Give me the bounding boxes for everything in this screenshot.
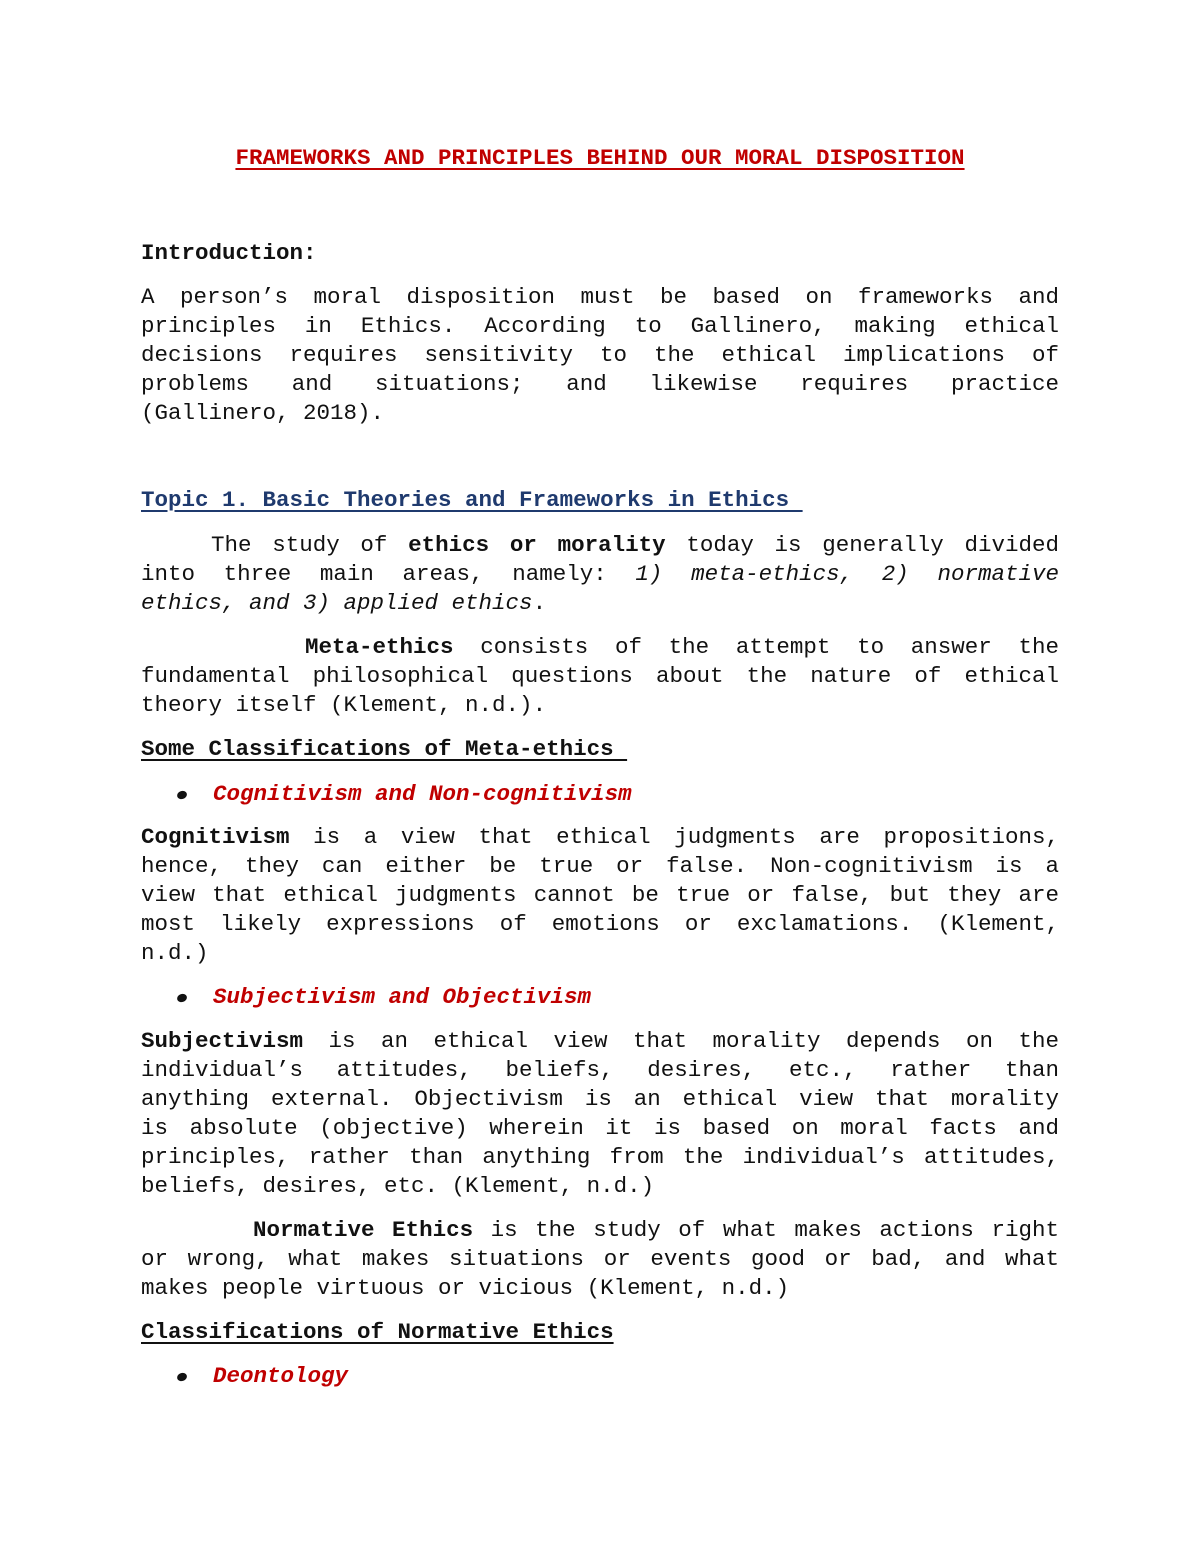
- bullet-label-subjectivism: Subjectivism and Objectivism: [213, 984, 592, 1010]
- cognitivism-paragraph: [141, 823, 1059, 968]
- meta-ethics-term: Meta-ethics: [305, 634, 454, 660]
- subj-line-5: principles, rather than anything from the individual’s attitudes,: [141, 1144, 1059, 1170]
- p1-line2-text: into three main areas, namely:: [141, 561, 636, 587]
- bullet-label-cognitivism: Cognitivism and Non-cognitivism: [213, 781, 632, 807]
- intro-line-1: A person’s moral disposition must be based on frameworks and: [141, 284, 1059, 310]
- p1-text-c: today is generally divided: [665, 532, 1059, 558]
- bullet-label-deontology: Deontology: [213, 1363, 349, 1389]
- intro-heading: Introduction:: [141, 240, 317, 266]
- meta-ethics-heading: Some Classifications of Meta-ethics: [141, 736, 628, 762]
- topic1-heading-block: [141, 486, 1059, 515]
- p2-line-2: fundamental philosophical questions about the nature of ethical: [141, 663, 1059, 689]
- subj-line-4: is absolute (objective) wherein it is based on moral facts and: [141, 1115, 1059, 1141]
- cog-line-2: hence, they can either be true or false. Non-cognitivism is a: [141, 853, 1059, 879]
- p1-line3-italic: ethics, and 3) applied ethics: [141, 590, 533, 616]
- subj-line1-rest: is an ethical view that morality depends on the: [303, 1028, 1059, 1054]
- cog-line-3: view that ethical judgments cannot be true or false, but they are: [141, 882, 1059, 908]
- subjectivism-paragraph: [141, 1027, 1059, 1201]
- p1-emphasis: ethics or morality: [408, 532, 666, 558]
- cog-line-5: n.d.): [141, 940, 209, 966]
- cog-line-4: most likely expressions of emotions or exclamations. (Klement,: [141, 911, 1059, 937]
- norm-heading-block: [141, 1318, 1059, 1347]
- intro-heading-block: [141, 239, 1059, 268]
- p1-line-2: [141, 560, 1059, 589]
- topic1-paragraph-2: [141, 633, 1059, 720]
- p1-line3-period: .: [532, 590, 547, 616]
- bullet-icon: [176, 1372, 188, 1383]
- p1-text-a: The study of: [211, 532, 409, 558]
- bullet-icon: [176, 993, 188, 1004]
- subj-line-2: individual’s attitudes, beliefs, desires, etc., rather than: [141, 1057, 1059, 1083]
- bullet-item-deontology: [141, 1362, 349, 1391]
- intro-line-3: decisions requires sensitivity to the ethical implications of: [141, 342, 1059, 368]
- topic1-paragraph-1: [141, 531, 1059, 618]
- normative-heading: Classifications of Normative Ethics: [141, 1319, 614, 1345]
- subjectivism-term: Subjectivism: [141, 1028, 304, 1054]
- p2-line-1: [141, 633, 1059, 662]
- cog-line-1: [141, 823, 1059, 852]
- norm-line-2: or wrong, what makes situations or events good or bad, and what: [141, 1246, 1059, 1272]
- p2-line1-rest: consists of the attempt to answer the: [453, 634, 1059, 660]
- norm-line-3: makes people virtuous or vicious (Klement, n.d.): [141, 1275, 790, 1301]
- intro-paragraph: [141, 283, 1059, 428]
- cognitivism-term: Cognitivism: [141, 824, 290, 850]
- meta-heading-block: [141, 735, 1059, 764]
- bullet-item-subjectivism: [141, 983, 592, 1012]
- subj-line-3: anything external. Objectivism is an ethical view that morality: [141, 1086, 1059, 1112]
- intro-line-2: principles in Ethics. According to Gallinero, making ethical: [141, 313, 1059, 339]
- p2-line-3: theory itself (Klement, n.d.).: [141, 692, 547, 718]
- norm-line-1: [141, 1216, 1059, 1245]
- cog-line1-rest: is a view that ethical judgments are propositions,: [289, 824, 1059, 850]
- subj-line-6: beliefs, desires, etc. (Klement, n.d.): [141, 1173, 655, 1199]
- document-title: FRAMEWORKS AND PRINCIPLES BEHIND OUR MORAL DISPOSITION: [235, 145, 965, 171]
- intro-line-5: (Gallinero, 2018).: [141, 400, 385, 426]
- normative-paragraph: [141, 1216, 1059, 1303]
- topic1-heading: Topic 1. Basic Theories and Frameworks in Ethics: [141, 487, 803, 513]
- normative-ethics-term: Normative Ethics: [253, 1217, 474, 1243]
- intro-line-4: problems and situations; and likewise requires practice: [141, 371, 1059, 397]
- subj-line-1: [141, 1027, 1059, 1056]
- bullet-item-cognitivism: [141, 780, 632, 809]
- bullet-icon: [176, 790, 188, 801]
- norm-line1-rest: is the study of what makes actions right: [473, 1217, 1059, 1243]
- p1-line-1: [141, 531, 1059, 560]
- p1-line2-italic: 1) meta-ethics, 2) normative: [635, 561, 1059, 587]
- p1-line-3: [141, 589, 1059, 618]
